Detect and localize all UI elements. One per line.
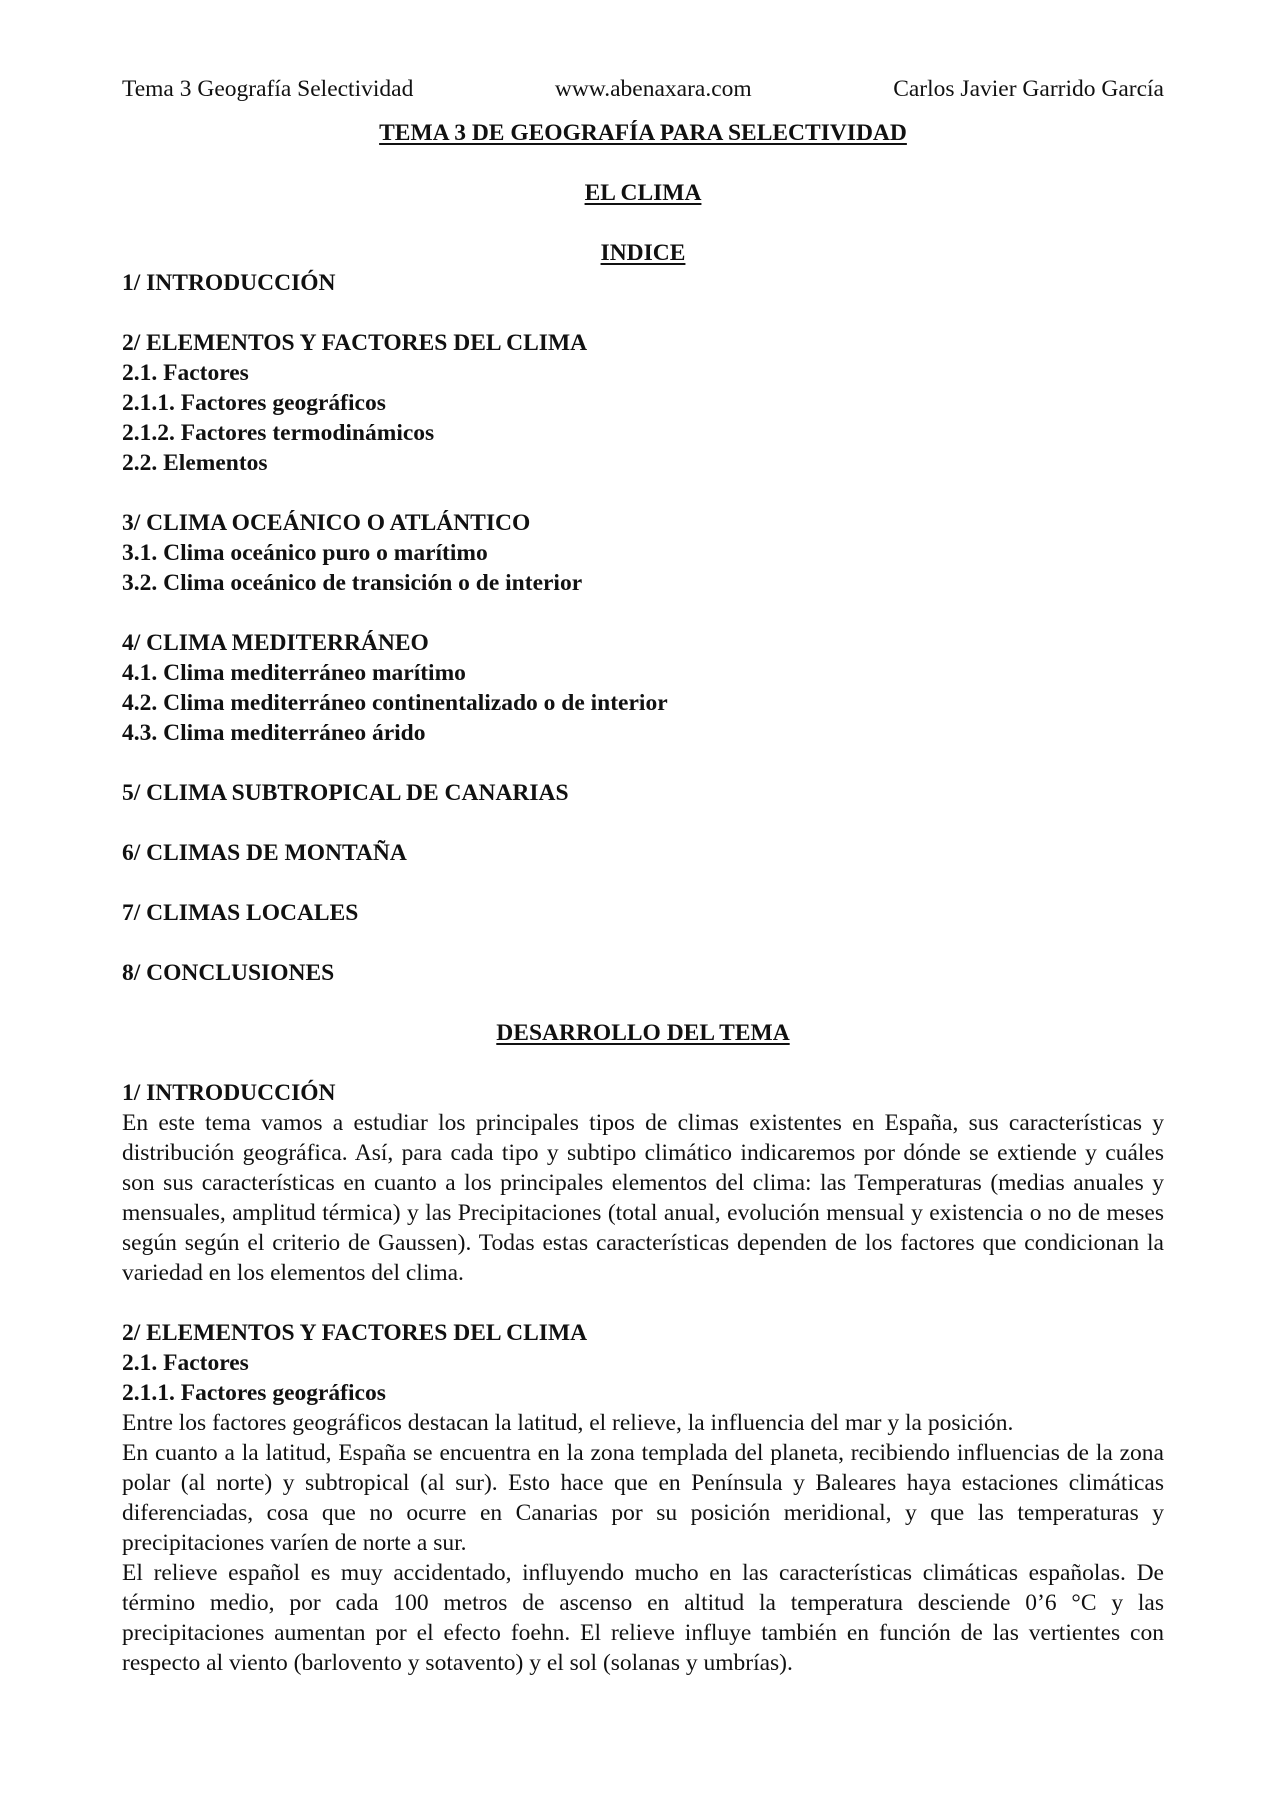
toc-item: 3/ CLIMA OCEÁNICO O ATLÁNTICO: [122, 510, 531, 536]
toc-item: 3.2. Clima oceánico de transición o de interior: [122, 570, 583, 596]
section-elements-factors: [122, 1318, 1164, 1678]
toc-item: 4.3. Clima mediterráneo árido: [122, 720, 426, 746]
table-of-contents: [122, 268, 1164, 988]
toc-item: 3.1. Clima oceánico puro o marítimo: [122, 540, 488, 566]
paragraph: En cuanto a la latitud, España se encuentra en la zona templada del planeta, recibiendo influencias de la zona polar (al norte) y subtropical (al sur). Esto hace que en Península y Baleares haya estaciones climáticas diferenciadas, cosa que no ocurre en Canarias por su posición meridional, y que las temperaturas y precipitaciones varíen de norte a sur.: [122, 1440, 1164, 1556]
subsubsection-heading: 2.1.1. Factores geográficos: [122, 1380, 386, 1406]
toc-group-6: [122, 838, 1164, 868]
document-title: TEMA 3 DE GEOGRAFÍA PARA SELECTIVIDAD: [379, 120, 907, 146]
toc-item: 2.1.2. Factores termodinámicos: [122, 420, 435, 446]
development-title: DESARROLLO DEL TEMA: [496, 1020, 790, 1046]
index-title: INDICE: [600, 240, 686, 266]
toc-item: 2.1. Factores: [122, 360, 249, 386]
paragraph: El relieve español es muy accidentado, influyendo mucho en las características climáticas españolas. De término medio, por cada 100 metros de ascenso en altitud la temperatura desciende 0’6 °C y las precipitaciones aumentan por el efecto foehn. El relieve influye también en función de las vertientes con respecto al viento (barlovento y sotavento) y el sol (solanas y umbrías).: [122, 1560, 1164, 1676]
page-header: [122, 74, 1164, 104]
toc-item: 4/ CLIMA MEDITERRÁNEO: [122, 630, 429, 656]
paragraph: En este tema vamos a estudiar los principales tipos de climas existentes en España, sus características y distribución geográfica. Así, para cada tipo y subtipo climático indicaremos por dónde se extiende y cuáles son sus características en cuanto a los principales elementos del clima: las Temperaturas (medias anuales y mensuales, amplitud térmica) y las Precipitaciones (total anual, evolución mensual y existencia o no de meses según según el criterio de Gaussen). Todas estas características dependen de los factores que condicionan la variedad en los elementos del clima.: [122, 1110, 1164, 1286]
toc-group-3: [122, 508, 1164, 598]
toc-group-4: [122, 628, 1164, 748]
section-heading: 1/ INTRODUCCIÓN: [122, 1080, 336, 1106]
toc-item: 7/ CLIMAS LOCALES: [122, 900, 359, 926]
toc-item: 6/ CLIMAS DE MONTAÑA: [122, 840, 407, 866]
header-left: Tema 3 Geografía Selectividad: [122, 76, 414, 102]
toc-item: 8/ CONCLUSIONES: [122, 960, 335, 986]
toc-group-5: [122, 778, 1164, 808]
document-subtitle: EL CLIMA: [584, 180, 702, 206]
toc-group-1: [122, 268, 1164, 298]
toc-item: 4.2. Clima mediterráneo continentalizado o de interior: [122, 690, 668, 716]
toc-item: 2.1.1. Factores geográficos: [122, 390, 386, 416]
header-right: Carlos Javier Garrido García: [893, 76, 1164, 102]
subsection-heading: 2.1. Factores: [122, 1350, 249, 1376]
toc-item: 2/ ELEMENTOS Y FACTORES DEL CLIMA: [122, 330, 588, 356]
document-page: [122, 74, 1164, 1708]
toc-group-2: [122, 328, 1164, 478]
toc-group-8: [122, 958, 1164, 988]
section-introduction: [122, 1078, 1164, 1288]
toc-item: 5/ CLIMA SUBTROPICAL DE CANARIAS: [122, 780, 569, 806]
section-heading: 2/ ELEMENTOS Y FACTORES DEL CLIMA: [122, 1320, 588, 1346]
toc-item: 4.1. Clima mediterráneo marítimo: [122, 660, 466, 686]
toc-item: 1/ INTRODUCCIÓN: [122, 270, 336, 296]
toc-item: 2.2. Elementos: [122, 450, 268, 476]
toc-group-7: [122, 898, 1164, 928]
header-center: www.abenaxara.com: [554, 76, 752, 102]
paragraph: Entre los factores geográficos destacan la latitud, el relieve, la influencia del mar y la posición.: [122, 1410, 1014, 1436]
